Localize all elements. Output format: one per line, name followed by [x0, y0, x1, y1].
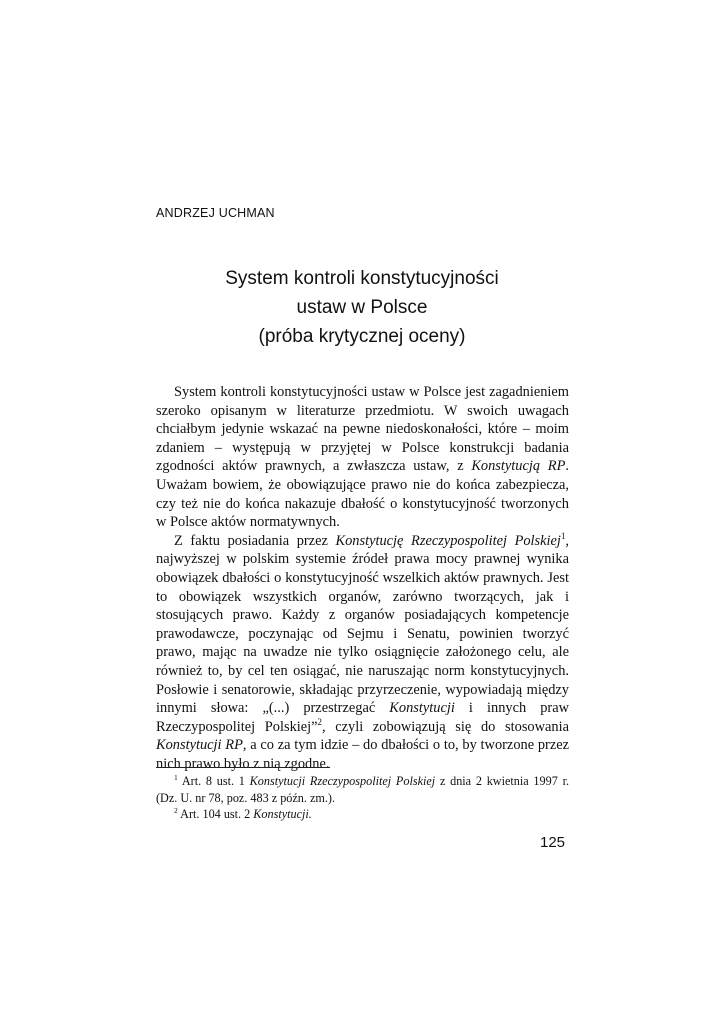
paragraph-2: [156, 532, 569, 774]
text-run: , a co za tym idzie – do dbałości o to, by tworzone przez nich prawo było z nią zgodne.: [156, 737, 569, 772]
footnote-ref-2[interactable]: 2: [317, 716, 322, 727]
paragraph-1: [156, 383, 569, 532]
text-run: Z faktu posiadania przez: [174, 532, 336, 549]
footnote-2: [156, 806, 569, 823]
italic-run: Konstytucji RP: [156, 737, 243, 754]
footnote-number: 2: [174, 805, 178, 815]
text-run: Art. 8 ust. 1: [177, 774, 250, 788]
text-run: Art. 104 ust. 2: [177, 807, 254, 821]
text-run: , najwyższej w polskim systemie źródeł prawa mocy prawnej wynika obowiązek dbałości o konstytucyjność wszelkich aktów prawnych. Jest to obowiązek wszystkich organów, zarówno tworzących, jak i stosujących prawo. Każdy z organów posiadających kompetencje prawodawcze, poczynając od Sejmu i Senatu, powinien tworzyć prawo, mając na uwadze nie tylko osiągnięcie założonego celu, ale również to, by cel ten osiągać, nie naruszając norm konstytucyjnych. Posłowie i senatorowie, składając przyrzeczenie, wypowiadają między innymi słowa: „(...) przestrzegać: [156, 532, 569, 717]
text-run: , czyli zobowiązują się do stosowania: [322, 718, 569, 735]
title-line-2: ustaw w Polsce: [296, 297, 428, 318]
title-line-1: System kontroli konstytucyjności: [225, 268, 499, 289]
page-number: 125: [540, 834, 566, 851]
italic-run: Konstytucją RP: [471, 458, 566, 475]
italic-run: Konstytucję Rzeczypospolitej Polskiej: [335, 532, 561, 549]
footnote-1: [156, 773, 569, 806]
footnote-divider: [156, 767, 330, 768]
author-name: ANDRZEJ UCHMAN: [156, 206, 275, 220]
italic-run: Konstytucji Rzeczypospolitej Polskiej: [249, 774, 436, 788]
text-run: z dnia 2 kwietnia 1997 r. (Dz. U. nr 78, poz. 483 z późn. zm.).: [156, 774, 569, 805]
article-title: [156, 264, 568, 351]
footnotes: [156, 773, 569, 823]
italic-run: Konstytucji: [389, 700, 455, 717]
text-run: . Uważam bowiem, że obowiązujące prawo nie do końca zabezpiecza, czy też nie do końca nakazuje dbałość o konstytucyjność tworzonych w Polsce aktów normatywnych.: [156, 458, 569, 531]
footnote-number: 1: [174, 772, 178, 782]
footnote-ref-1[interactable]: 1: [560, 530, 566, 541]
italic-run: Konstytucji.: [253, 807, 312, 821]
text-run: i innych praw Rzeczypospolitej Polskiej”: [156, 700, 569, 735]
article-body: [156, 383, 569, 773]
title-line-3: (próba krytycznej oceny): [258, 326, 466, 347]
text-run: System kontroli konstytucyjności ustaw w Polsce jest zagadnieniem szeroko opisanym w literaturze przedmiotu. W swoich uwagach chciałbym jedynie wskazać na pewne niedoskonałości, które – moim zdaniem – występują w przyjętej w Polsce konstrukcji badania zgodności aktów prawnych, a zwłaszcza ustaw, z: [156, 384, 569, 475]
